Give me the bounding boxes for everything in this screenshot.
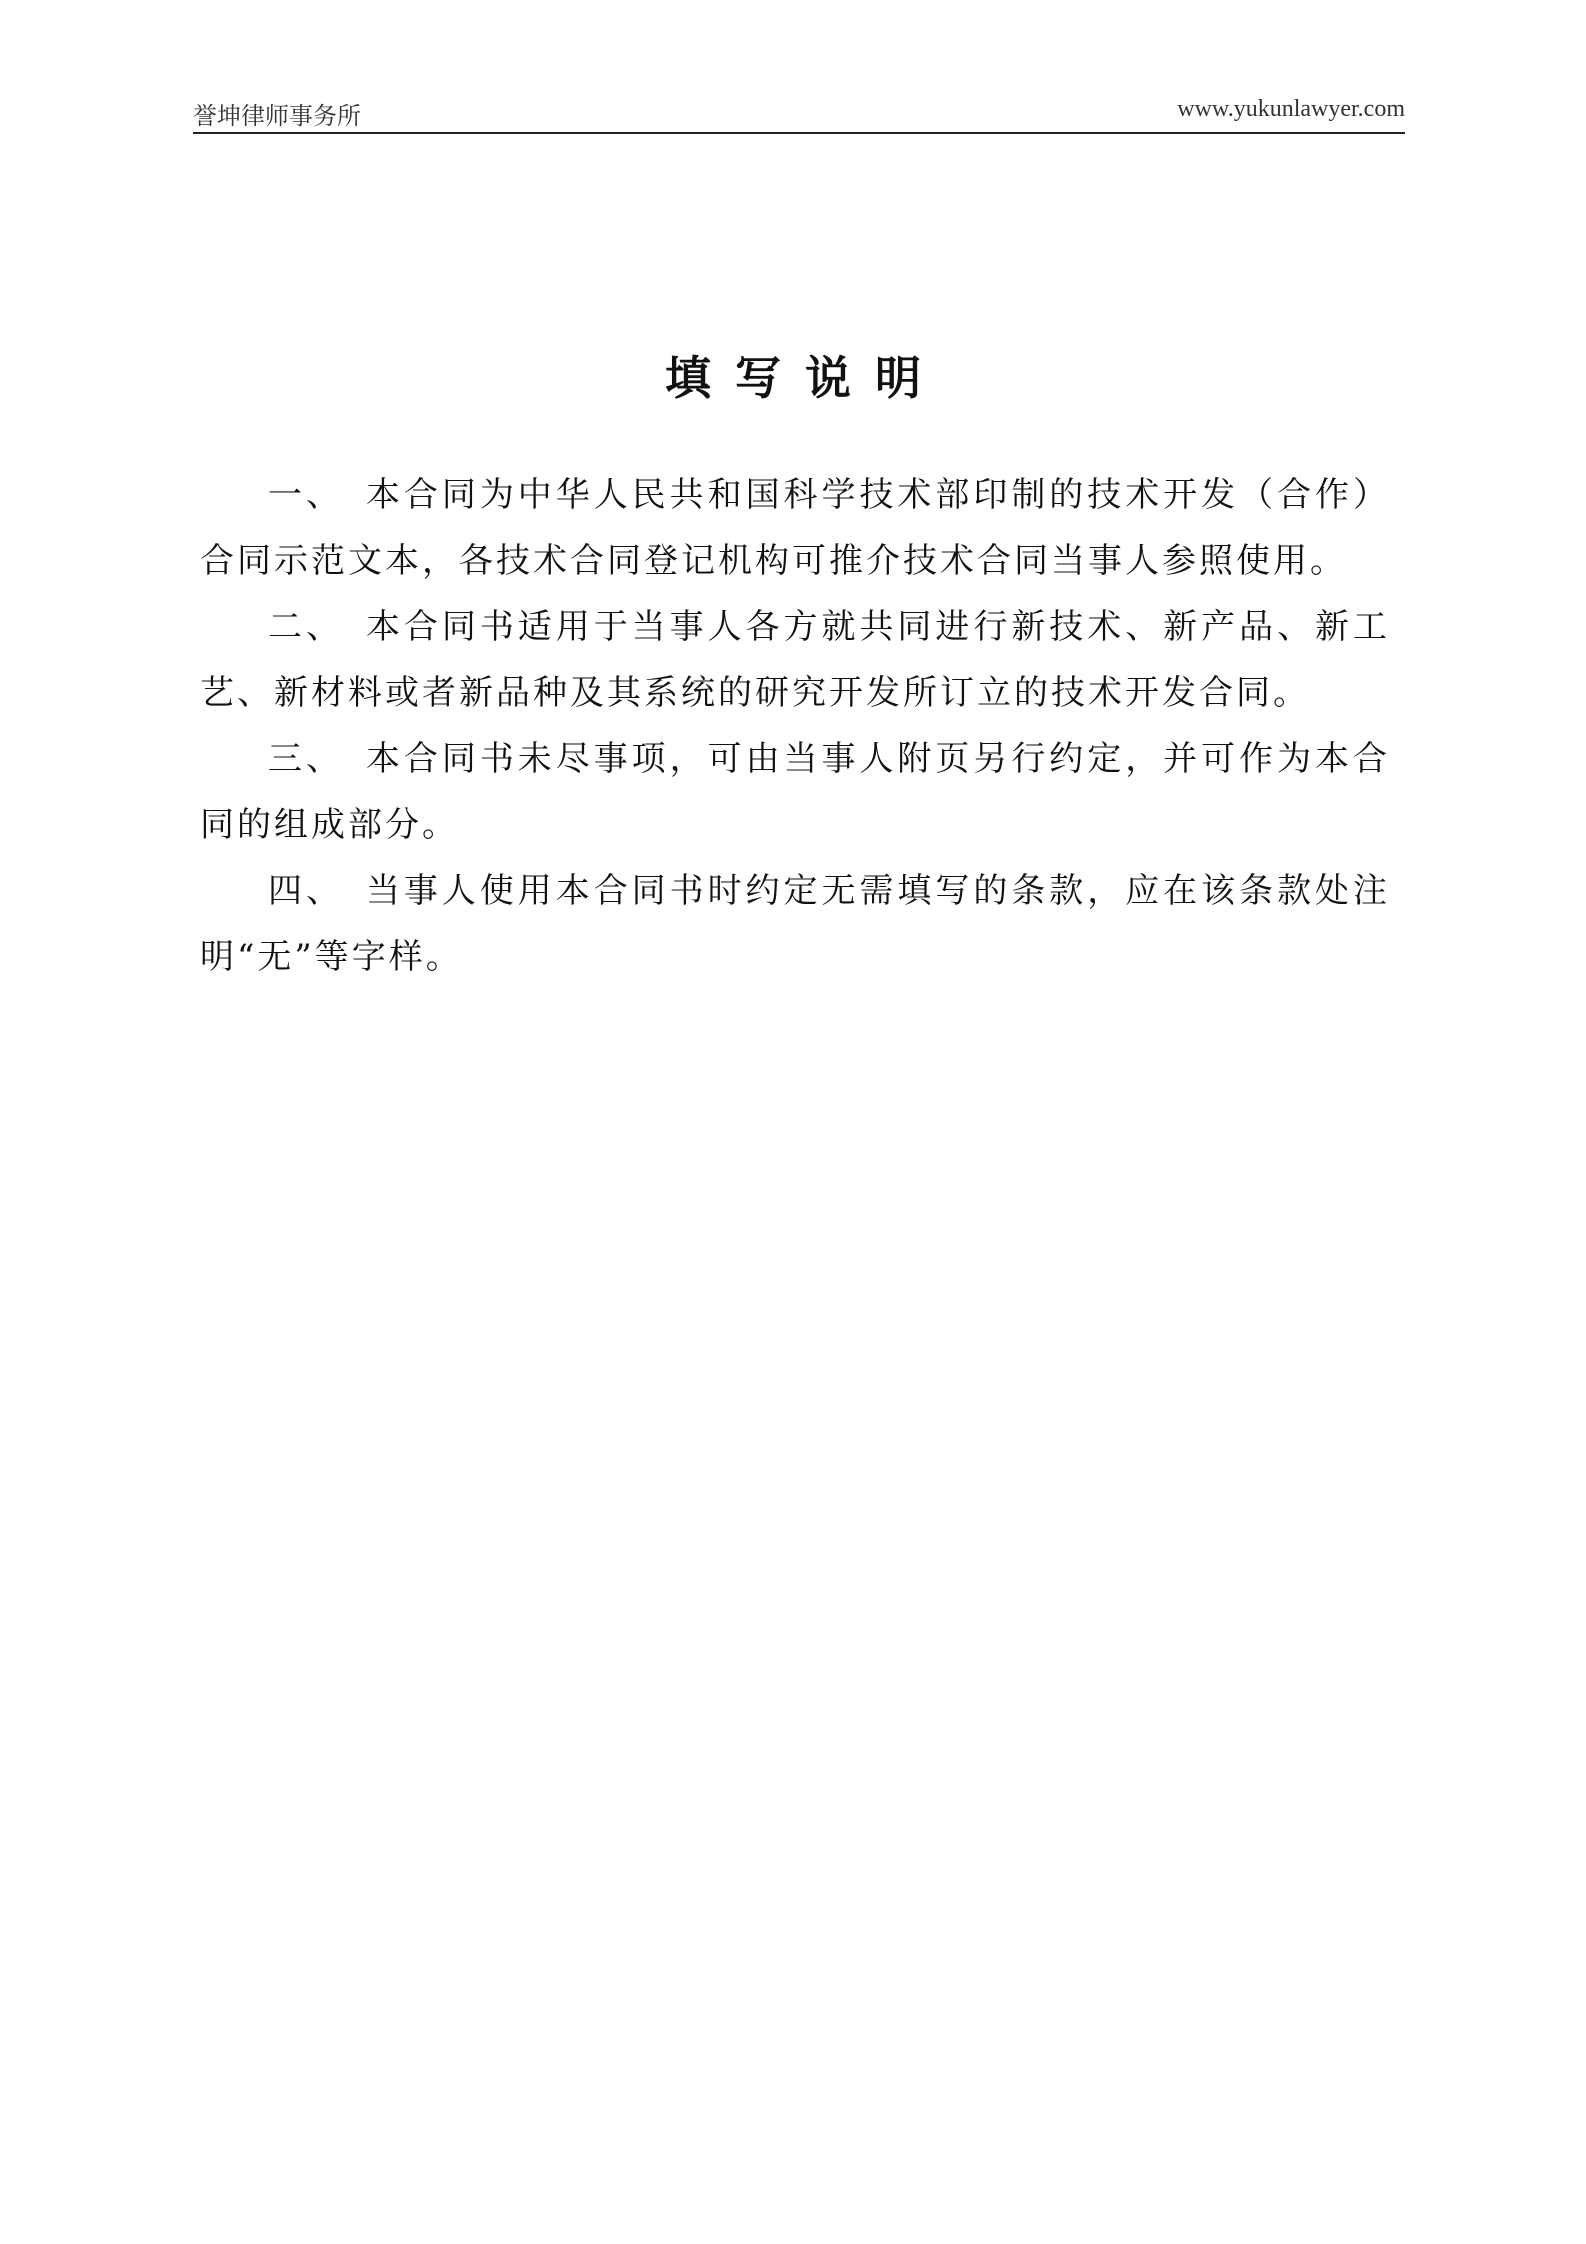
paragraph-number: 四、 bbox=[268, 871, 344, 911]
website-link[interactable]: www.yukunlawyer.com bbox=[1177, 96, 1405, 122]
instruction-paragraph-1 bbox=[200, 462, 1390, 594]
paragraph-number: 二、 bbox=[268, 607, 344, 647]
paragraph-number: 一、 bbox=[268, 475, 344, 515]
document-title: 填写说明 bbox=[665, 351, 945, 405]
paragraph-text: 本合同书未尽事项，可由当事人附页另行约定，并可作为本合同的组成部分。 bbox=[200, 739, 1391, 845]
paragraph-text: 本合同为中华人民共和国科学技术部印制的技术开发（合作）合同示范文本，各技术合同登记机构可推介技术合同当事人参照使用。 bbox=[200, 475, 1391, 581]
paragraph-text: 本合同书适用于当事人各方就共同进行新技术、新产品、新工艺、新材料或者新品种及其系统的研究开发所订立的技术开发合同。 bbox=[200, 607, 1391, 713]
document-body bbox=[200, 462, 1390, 990]
paragraph-number: 三、 bbox=[268, 739, 344, 779]
instruction-paragraph-2 bbox=[200, 594, 1390, 726]
paragraph-text: 当事人使用本合同书时约定无需填写的条款，应在该条款处注明“无”等字样。 bbox=[200, 871, 1391, 977]
page-header bbox=[193, 92, 1405, 134]
instruction-paragraph-4 bbox=[200, 858, 1390, 990]
instruction-paragraph-3 bbox=[200, 726, 1390, 858]
firm-name: 誉坤律师事务所 bbox=[193, 102, 361, 130]
